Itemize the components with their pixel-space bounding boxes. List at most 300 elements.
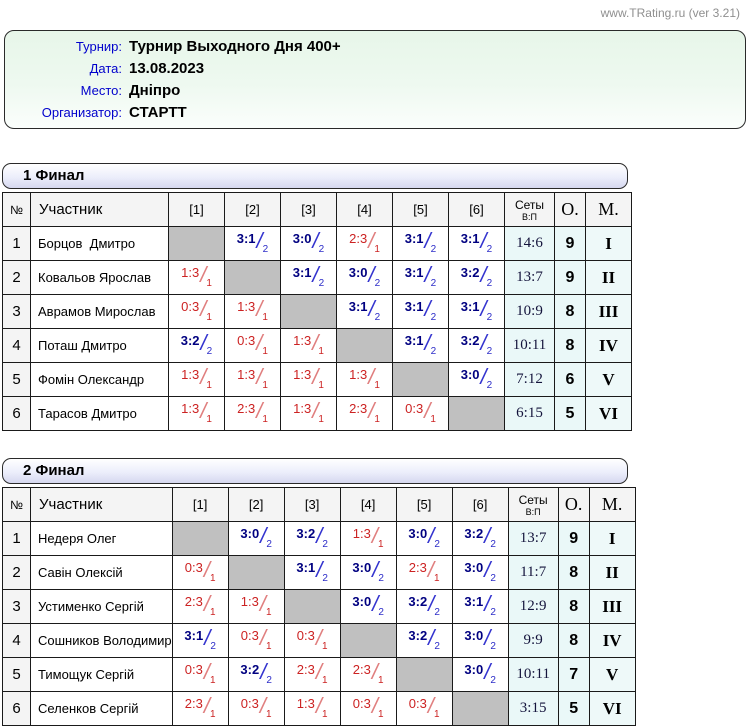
cell-match-result xyxy=(449,363,505,397)
cell-sets-total: 13:7 xyxy=(508,522,558,556)
match-win-result xyxy=(281,227,336,260)
match-points-earned: 2 xyxy=(434,539,440,550)
group-title-box xyxy=(2,163,628,189)
score-slash: / xyxy=(256,364,263,389)
cell-self-diagonal xyxy=(449,397,505,431)
cell-match-result xyxy=(228,658,284,692)
score-slash: / xyxy=(424,330,431,355)
cell-match-result xyxy=(281,261,337,295)
score-slash: / xyxy=(427,557,434,582)
score-slash: / xyxy=(203,557,210,582)
table-row xyxy=(3,329,632,363)
match-loss-result xyxy=(173,590,228,623)
match-win-result xyxy=(453,590,508,623)
cell-match-result xyxy=(169,397,225,431)
match-score: 3:0 xyxy=(460,367,480,382)
match-loss-result xyxy=(285,658,340,691)
sets-header-line2: В:П xyxy=(522,211,537,222)
match-score: 3:0 xyxy=(348,265,368,280)
score-slash: / xyxy=(424,262,431,287)
group-title: 2 Финал xyxy=(23,462,85,479)
match-points-earned: 2 xyxy=(490,675,496,686)
match-points-earned: 1 xyxy=(206,380,212,391)
cell-match-result xyxy=(169,329,225,363)
table-row xyxy=(3,624,636,658)
score-slash: / xyxy=(200,330,207,355)
cell-match-result xyxy=(169,261,225,295)
cell-participant-name: Тимощук Сергій xyxy=(31,658,173,692)
match-points-earned: 1 xyxy=(318,346,324,357)
match-score: 1:3 xyxy=(237,299,256,314)
cell-match-result xyxy=(172,624,228,658)
match-score: 3:1 xyxy=(296,560,316,575)
score-slash: / xyxy=(200,296,207,321)
cell-match-result xyxy=(340,692,396,726)
match-score: 0:3 xyxy=(408,696,427,711)
match-loss-result xyxy=(337,397,392,430)
col-header-game-4: [4] xyxy=(340,488,396,522)
cell-match-result xyxy=(228,624,284,658)
group-title-box xyxy=(2,458,628,484)
match-score: 3:0 xyxy=(240,526,260,541)
col-header-game-3: [3] xyxy=(284,488,340,522)
match-points-earned: 2 xyxy=(486,346,493,357)
match-points-earned: 1 xyxy=(262,414,268,425)
col-header-points: О. xyxy=(555,193,586,227)
match-score: 3:2 xyxy=(296,526,316,541)
score-slash: / xyxy=(428,625,435,650)
cell-points-total: 5 xyxy=(555,397,586,431)
col-header-place: М. xyxy=(586,193,632,227)
cell-match-result xyxy=(452,522,508,556)
cell-points-total: 9 xyxy=(555,227,586,261)
cell-participant-name: Ковальов Ярослав xyxy=(31,261,169,295)
cell-match-result xyxy=(225,227,281,261)
score-slash: / xyxy=(200,364,207,389)
cell-match-result xyxy=(452,624,508,658)
match-win-result xyxy=(453,658,508,691)
match-win-result xyxy=(449,227,504,260)
match-score: 3:1 xyxy=(404,299,424,314)
match-win-result xyxy=(285,522,340,555)
header-row xyxy=(3,193,632,227)
organizer-label: Организатор: xyxy=(41,105,122,120)
match-loss-result xyxy=(229,692,284,725)
results-table xyxy=(2,192,632,431)
match-score: 3:1 xyxy=(292,265,312,280)
match-loss-result xyxy=(169,295,224,328)
score-slash: / xyxy=(312,228,319,253)
match-points-earned: 2 xyxy=(318,244,325,255)
cell-match-result xyxy=(393,261,449,295)
score-slash: / xyxy=(315,693,322,718)
cell-points-total: 9 xyxy=(555,261,586,295)
cell-place: V xyxy=(589,658,635,692)
match-win-result xyxy=(449,295,504,328)
match-points-earned: 1 xyxy=(433,709,440,720)
sets-header-line2: В:П xyxy=(525,506,541,517)
match-points-earned: 2 xyxy=(430,346,437,357)
match-win-result xyxy=(393,261,448,294)
table-row xyxy=(3,227,632,261)
tournament-info-box xyxy=(4,30,746,129)
match-score: 1:3 xyxy=(237,367,256,382)
cell-participant-name: Фомін Олександр xyxy=(31,363,169,397)
col-header-game-5: [5] xyxy=(396,488,452,522)
cell-match-result xyxy=(284,522,340,556)
cell-participant-name: Сошников Володимир xyxy=(31,624,173,658)
score-slash: / xyxy=(259,625,266,650)
score-slash: / xyxy=(427,693,434,718)
cell-match-result xyxy=(393,295,449,329)
cell-self-diagonal xyxy=(393,363,449,397)
group-title: 1 Финал xyxy=(23,167,85,184)
match-points-earned: 1 xyxy=(206,312,212,323)
cell-match-result xyxy=(393,329,449,363)
col-header-number: № xyxy=(3,193,31,227)
match-score: 1:3 xyxy=(293,401,312,416)
match-points-earned: 2 xyxy=(262,244,269,255)
match-points-earned: 1 xyxy=(321,641,328,652)
cell-sets-total: 11:7 xyxy=(508,556,558,590)
tournament-value: Турнир Выходного Дня 400+ xyxy=(129,38,341,55)
cell-match-result xyxy=(225,329,281,363)
match-score: 3:0 xyxy=(292,231,312,246)
match-score: 1:3 xyxy=(181,367,200,382)
cell-self-diagonal xyxy=(337,329,393,363)
match-score: 3:2 xyxy=(464,526,484,541)
score-slash: / xyxy=(428,591,435,616)
match-score: 0:3 xyxy=(405,401,424,416)
match-points-earned: 2 xyxy=(374,278,381,289)
match-score: 1:3 xyxy=(181,265,200,280)
match-win-result xyxy=(173,624,228,657)
match-points-earned: 1 xyxy=(318,414,324,425)
cell-participant-name: Устименко Сергій xyxy=(31,590,173,624)
cell-place: II xyxy=(586,261,632,295)
match-win-result xyxy=(393,227,448,260)
cell-self-diagonal xyxy=(169,227,225,261)
col-header-game-4: [4] xyxy=(337,193,393,227)
match-win-result xyxy=(397,624,452,657)
col-header-game-1: [1] xyxy=(169,193,225,227)
match-points-earned: 1 xyxy=(374,244,380,255)
cell-match-result xyxy=(337,295,393,329)
cell-participant-name: Селенков Сергій xyxy=(31,692,173,726)
score-slash: / xyxy=(256,296,263,321)
match-score: 3:2 xyxy=(240,662,260,677)
cell-sets-total: 9:9 xyxy=(508,624,558,658)
match-points-earned: 1 xyxy=(377,675,384,686)
col-header-sets xyxy=(508,488,558,522)
match-loss-result xyxy=(341,522,396,555)
match-win-result xyxy=(397,590,452,623)
match-points-earned: 2 xyxy=(210,641,216,652)
cell-points-total: 8 xyxy=(558,590,589,624)
match-score: 3:2 xyxy=(408,628,428,643)
match-score: 3:1 xyxy=(404,333,424,348)
score-slash: / xyxy=(372,557,379,582)
cell-self-diagonal xyxy=(228,556,284,590)
score-slash: / xyxy=(371,693,378,718)
cell-match-result xyxy=(449,295,505,329)
match-score: 0:3 xyxy=(184,662,203,677)
match-score: 2:3 xyxy=(184,594,203,609)
score-slash: / xyxy=(372,591,379,616)
match-points-earned: 1 xyxy=(206,414,212,425)
match-loss-result xyxy=(337,363,392,396)
col-header-participant: Участник xyxy=(31,488,173,522)
cell-match-result xyxy=(340,522,396,556)
col-header-points: О. xyxy=(558,488,589,522)
match-score: 3:0 xyxy=(464,628,484,643)
match-score: 3:0 xyxy=(408,526,428,541)
cell-number: 6 xyxy=(3,692,31,726)
match-score: 3:1 xyxy=(236,231,256,246)
match-win-result xyxy=(229,658,284,691)
cell-match-result xyxy=(393,397,449,431)
match-points-earned: 1 xyxy=(433,573,440,584)
match-points-earned: 1 xyxy=(374,414,380,425)
match-score: 2:3 xyxy=(352,662,371,677)
col-header-game-2: [2] xyxy=(225,193,281,227)
match-score: 3:2 xyxy=(460,265,480,280)
cell-points-total: 6 xyxy=(555,363,586,397)
table-row xyxy=(3,590,636,624)
match-win-result xyxy=(229,522,284,555)
cell-match-result xyxy=(396,692,452,726)
score-slash: / xyxy=(203,591,210,616)
score-slash: / xyxy=(424,228,431,253)
score-slash: / xyxy=(312,364,319,389)
score-slash: / xyxy=(480,296,487,321)
match-score: 1:3 xyxy=(293,367,312,382)
match-win-result xyxy=(453,556,508,589)
cell-place: I xyxy=(589,522,635,556)
cell-match-result xyxy=(284,658,340,692)
col-header-game-5: [5] xyxy=(393,193,449,227)
info-row-place xyxy=(5,82,745,104)
score-slash: / xyxy=(203,659,210,684)
match-score: 3:1 xyxy=(460,231,480,246)
score-slash: / xyxy=(315,659,322,684)
cell-match-result xyxy=(396,522,452,556)
match-win-result xyxy=(393,329,448,362)
cell-match-result xyxy=(449,227,505,261)
match-score: 0:3 xyxy=(352,696,371,711)
match-points-earned: 2 xyxy=(322,539,328,550)
cell-match-result xyxy=(337,397,393,431)
cell-participant-name: Борцов Дмитро xyxy=(31,227,169,261)
match-score: 0:3 xyxy=(240,628,259,643)
match-loss-result xyxy=(229,624,284,657)
match-score: 2:3 xyxy=(237,401,256,416)
match-points-earned: 1 xyxy=(318,380,324,391)
cell-match-result xyxy=(228,522,284,556)
score-slash: / xyxy=(256,330,263,355)
cell-participant-name: Поташ Дмитро xyxy=(31,329,169,363)
score-slash: / xyxy=(203,693,210,718)
match-win-result xyxy=(453,624,508,657)
col-header-game-6: [6] xyxy=(449,193,505,227)
match-score: 3:1 xyxy=(404,231,424,246)
cell-match-result xyxy=(340,658,396,692)
score-slash: / xyxy=(256,228,263,253)
cell-match-result xyxy=(169,295,225,329)
cell-sets-total: 10:11 xyxy=(505,329,555,363)
match-points-earned: 2 xyxy=(266,675,272,686)
match-win-result xyxy=(453,522,508,555)
match-score: 0:3 xyxy=(237,333,256,348)
table-row xyxy=(3,295,632,329)
score-slash: / xyxy=(371,523,378,548)
match-points-earned: 1 xyxy=(209,607,216,618)
match-points-earned: 1 xyxy=(206,278,212,289)
cell-participant-name: Тарасов Дмитро xyxy=(31,397,169,431)
match-loss-result xyxy=(341,658,396,691)
cell-match-result xyxy=(225,397,281,431)
cell-points-total: 8 xyxy=(555,329,586,363)
match-loss-result xyxy=(341,692,396,725)
table-row xyxy=(3,522,636,556)
cell-match-result xyxy=(172,658,228,692)
cell-match-result xyxy=(284,556,340,590)
cell-sets-total: 6:15 xyxy=(505,397,555,431)
cell-self-diagonal xyxy=(452,692,508,726)
score-slash: / xyxy=(259,693,266,718)
cell-points-total: 8 xyxy=(558,556,589,590)
tournament-label: Турнир: xyxy=(75,39,122,54)
cell-points-total: 8 xyxy=(555,295,586,329)
match-points-earned: 1 xyxy=(377,709,384,720)
cell-number: 3 xyxy=(3,295,31,329)
cell-sets-total: 12:9 xyxy=(508,590,558,624)
score-slash: / xyxy=(484,557,491,582)
score-slash: / xyxy=(312,330,319,355)
cell-participant-name: Аврамов Мирослав xyxy=(31,295,169,329)
match-win-result xyxy=(285,556,340,589)
match-score: 1:3 xyxy=(349,367,368,382)
cell-match-result xyxy=(337,227,393,261)
match-score: 1:3 xyxy=(240,594,259,609)
match-score: 2:3 xyxy=(296,662,315,677)
match-loss-result xyxy=(281,397,336,430)
cell-place: IV xyxy=(586,329,632,363)
score-slash: / xyxy=(484,625,491,650)
cell-place: III xyxy=(586,295,632,329)
match-points-earned: 1 xyxy=(265,709,272,720)
match-points-earned: 2 xyxy=(490,573,496,584)
score-slash: / xyxy=(424,296,431,321)
organizer-value: СТАРТТ xyxy=(129,104,187,121)
cell-self-diagonal xyxy=(340,624,396,658)
match-points-earned: 2 xyxy=(486,278,493,289)
cell-match-result xyxy=(449,329,505,363)
match-points-earned: 2 xyxy=(206,346,213,357)
header-row xyxy=(3,488,636,522)
col-header-place: М. xyxy=(589,488,635,522)
date-value: 13.08.2023 xyxy=(129,60,205,77)
match-win-result xyxy=(449,363,504,396)
cell-match-result xyxy=(396,590,452,624)
cell-match-result xyxy=(169,363,225,397)
score-slash: / xyxy=(260,523,267,548)
cell-number: 4 xyxy=(3,329,31,363)
match-score: 3:0 xyxy=(352,560,372,575)
match-score: 0:3 xyxy=(184,560,203,575)
match-points-earned: 2 xyxy=(322,573,328,584)
score-slash: / xyxy=(368,262,375,287)
col-header-game-3: [3] xyxy=(281,193,337,227)
match-score: 3:0 xyxy=(352,594,372,609)
cell-match-result xyxy=(172,692,228,726)
cell-number: 3 xyxy=(3,590,31,624)
cell-match-result xyxy=(396,556,452,590)
match-points-earned: 1 xyxy=(262,312,268,323)
cell-points-total: 7 xyxy=(558,658,589,692)
cell-match-result xyxy=(340,556,396,590)
cell-match-result xyxy=(449,261,505,295)
match-score: 3:1 xyxy=(348,299,368,314)
cell-match-result xyxy=(228,692,284,726)
match-loss-result xyxy=(229,590,284,623)
match-win-result xyxy=(337,261,392,294)
cell-place: I xyxy=(586,227,632,261)
match-points-earned: 1 xyxy=(209,573,216,584)
score-slash: / xyxy=(200,262,207,287)
cell-number: 1 xyxy=(3,227,31,261)
match-score: 3:0 xyxy=(464,662,484,677)
cell-match-result xyxy=(452,658,508,692)
cell-match-result xyxy=(172,556,228,590)
score-slash: / xyxy=(484,523,491,548)
score-slash: / xyxy=(480,228,487,253)
match-loss-result xyxy=(285,692,340,725)
cell-match-result xyxy=(337,261,393,295)
match-points-earned: 1 xyxy=(209,675,216,686)
cell-match-result xyxy=(393,227,449,261)
date-label: Дата: xyxy=(89,61,122,76)
cell-place: VI xyxy=(586,397,632,431)
score-slash: / xyxy=(368,228,375,253)
cell-participant-name: Савін Олексій xyxy=(31,556,173,590)
group-section xyxy=(2,458,642,726)
info-row-organizer xyxy=(5,104,745,126)
match-loss-result xyxy=(337,227,392,260)
cell-sets-total: 10:9 xyxy=(505,295,555,329)
match-loss-result xyxy=(397,692,452,725)
cell-sets-total: 7:12 xyxy=(505,363,555,397)
match-points-earned: 2 xyxy=(374,312,381,323)
table-row xyxy=(3,363,632,397)
cell-match-result xyxy=(228,590,284,624)
cell-match-result xyxy=(396,624,452,658)
match-points-earned: 1 xyxy=(374,380,380,391)
match-loss-result xyxy=(225,397,280,430)
cell-place: III xyxy=(589,590,635,624)
match-points-earned: 1 xyxy=(377,539,384,550)
match-points-earned: 1 xyxy=(209,709,216,720)
match-score: 2:3 xyxy=(349,401,368,416)
match-points-earned: 2 xyxy=(430,312,437,323)
match-points-earned: 2 xyxy=(486,380,493,391)
place-value: Дніпро xyxy=(129,82,181,99)
cell-number: 1 xyxy=(3,522,31,556)
match-points-earned: 1 xyxy=(321,709,328,720)
score-slash: / xyxy=(428,523,435,548)
match-points-earned: 1 xyxy=(262,346,268,357)
sets-header-line1: Сеты xyxy=(514,197,545,212)
